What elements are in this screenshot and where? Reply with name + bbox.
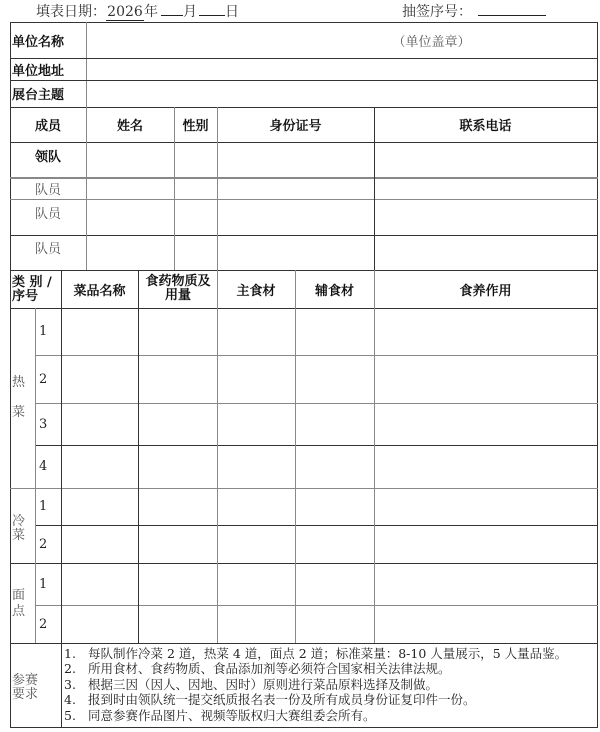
- border-bottom: [10, 727, 598, 728]
- hline: [35, 403, 598, 404]
- col-aux-ingredient: 辅食材: [314, 283, 354, 299]
- row-member-3: 队员: [34, 241, 61, 257]
- hline: [35, 355, 598, 356]
- vline: [35, 308, 36, 643]
- row-leader: 领队: [34, 149, 61, 165]
- hline: [10, 199, 598, 200]
- day-suffix: 日: [225, 4, 239, 20]
- fill-date-label: 填表日期：: [36, 4, 106, 20]
- border-right: [597, 22, 598, 728]
- hline: [10, 488, 598, 489]
- vline: [174, 107, 175, 270]
- vline: [374, 270, 375, 643]
- dish-number: 1: [39, 324, 48, 339]
- unit-name-label: 单位名称: [12, 34, 65, 50]
- col-gender: 性别: [182, 119, 209, 134]
- hline: [10, 308, 598, 309]
- vline: [374, 107, 375, 270]
- dish-number: 3: [39, 416, 48, 432]
- hot-label: 热: [12, 374, 26, 390]
- cold-label: 菜: [12, 527, 26, 543]
- col-name: 姓名: [116, 119, 143, 134]
- requirements-list: [64, 646, 567, 723]
- requirements-label: 要求: [12, 686, 39, 702]
- vline: [217, 270, 218, 643]
- hline: [35, 525, 598, 526]
- vline: [86, 107, 87, 270]
- col-category: 类 别 / 序号: [12, 274, 52, 304]
- col-phone: 联系电话: [459, 119, 512, 134]
- year-suffix: 年: [144, 4, 158, 20]
- row-member-2: 队员: [34, 206, 61, 222]
- requirement-item: 4. 报到时由领队统一提交纸质报名表一份及所有成员身份证复印件一份。: [64, 692, 476, 708]
- dish-number: 2: [39, 616, 48, 632]
- hline: [35, 445, 598, 446]
- hline: [10, 563, 598, 564]
- col-dish-name: 菜品名称: [73, 283, 126, 299]
- col-id-number: 身份证号: [269, 119, 322, 134]
- col-member: 成员: [34, 119, 61, 134]
- dish-number: 1: [39, 499, 48, 514]
- unit-divider: [86, 22, 87, 107]
- hline: [10, 80, 598, 81]
- requirement-item: 5. 同意参赛作品图片、视频等版权归大赛组委会所有。: [64, 707, 376, 723]
- dish-number: 4: [39, 459, 48, 474]
- month-suffix: 月: [183, 4, 197, 20]
- vline: [61, 270, 62, 728]
- requirement-item: 2. 所用食材、食药物质、食品添加剂等必须符合国家相关法律法规。: [64, 661, 451, 677]
- cold-label: 冷: [12, 513, 26, 529]
- dish-number: 1: [39, 576, 48, 592]
- dish-number: 2: [39, 536, 48, 552]
- pastry-label: 面: [12, 587, 26, 603]
- hline: [35, 605, 598, 606]
- unit-address-label: 单位地址: [12, 63, 65, 79]
- year-field[interactable]: 2026: [107, 4, 143, 20]
- booth-theme-label: 展台主题: [12, 88, 65, 103]
- col-main-ingredient: 主食材: [236, 283, 276, 299]
- hline: [10, 643, 598, 644]
- booth-theme-field[interactable]: [86, 80, 597, 107]
- col-effect: 食养作用: [459, 283, 512, 299]
- requirement-item: 3. 根据三因（因人、因地、因时）原则进行菜品原料选择及制做。: [64, 676, 439, 692]
- draw-number-label: 抽签序号：: [402, 4, 472, 20]
- requirement-item: 1. 每队制作冷菜 2 道，热菜 4 道，面点 2 道；标准菜量：8-10 人量展示，5 人量品鉴。: [64, 646, 568, 661]
- unit-address-field[interactable]: [86, 58, 597, 80]
- draw-number-field[interactable]: [478, 15, 546, 16]
- vline: [138, 270, 139, 643]
- hline: [10, 177, 598, 179]
- hline: [10, 235, 598, 236]
- hline: [10, 58, 598, 59]
- seal-note: （单位盖章）: [392, 34, 471, 50]
- hot-label: 菜: [12, 404, 26, 420]
- day-field[interactable]: [199, 15, 225, 16]
- month-field[interactable]: [161, 15, 183, 16]
- pastry-label: 点: [12, 603, 26, 619]
- fill-date: [36, 2, 239, 22]
- col-medicinal: 食药物质及用量: [145, 274, 211, 303]
- vline: [295, 270, 296, 643]
- requirements-label: 参赛: [12, 672, 39, 688]
- unit-name-field[interactable]: [86, 22, 597, 58]
- vline: [217, 107, 218, 270]
- draw-number: [402, 2, 546, 22]
- hline: [10, 142, 598, 143]
- row-member-1: 队员: [34, 183, 61, 198]
- dish-number: 2: [39, 371, 48, 387]
